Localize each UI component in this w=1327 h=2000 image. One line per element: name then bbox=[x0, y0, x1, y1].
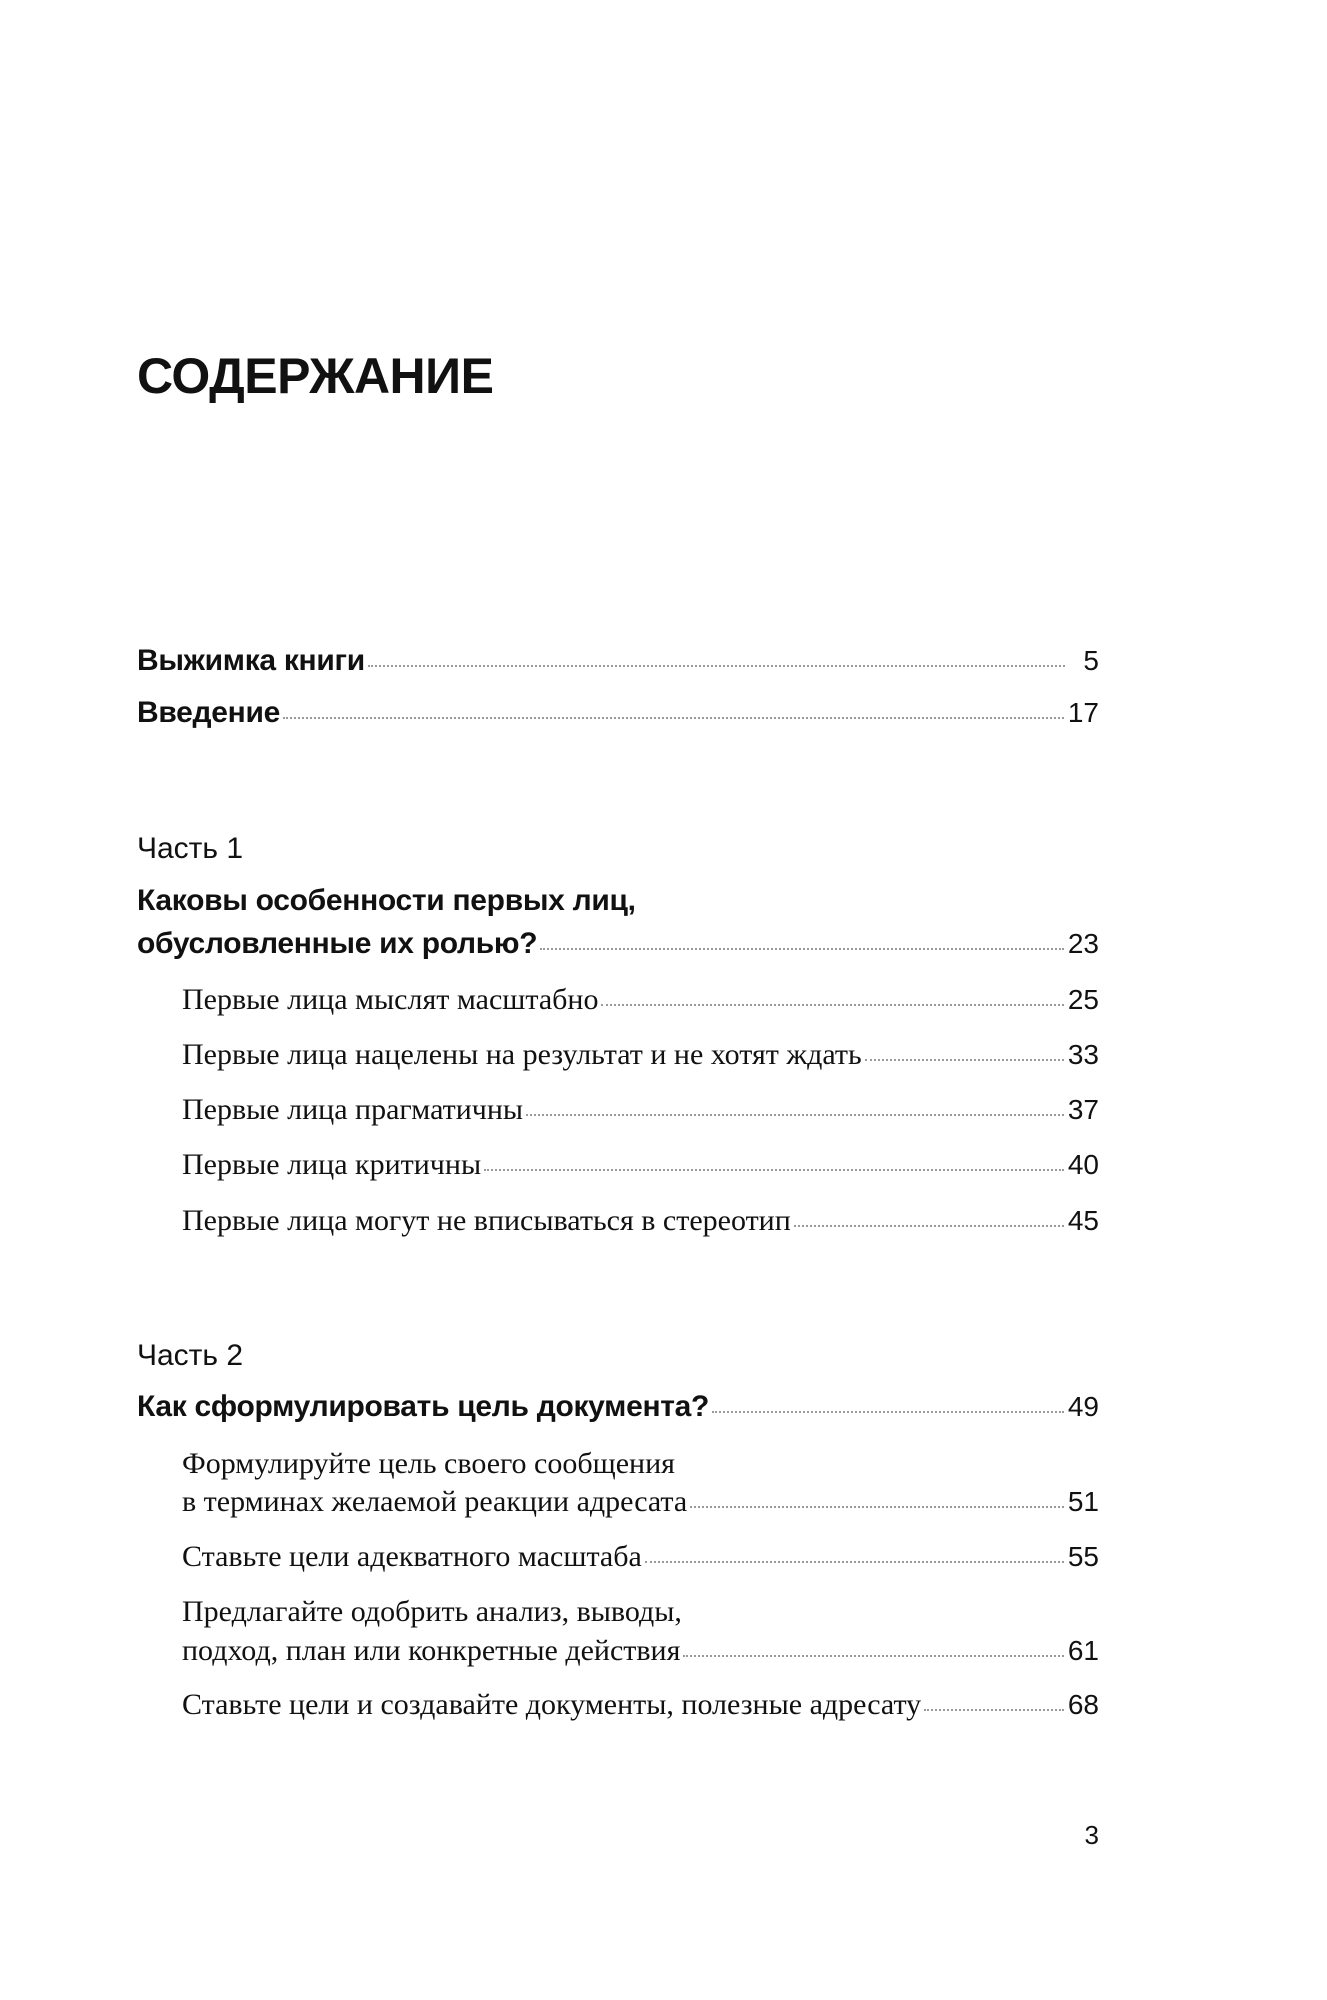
toc-entry-page: 25 bbox=[1067, 984, 1099, 1015]
toc-entry-introduction[interactable] bbox=[137, 696, 1099, 730]
toc-entry-page: 33 bbox=[1067, 1039, 1099, 1070]
toc-entry-page: 40 bbox=[1067, 1149, 1099, 1180]
toc-entry-page: 5 bbox=[1083, 645, 1099, 676]
dot-leader bbox=[683, 1655, 1063, 1657]
dot-leader bbox=[526, 1114, 1064, 1116]
toc-entry-title: обусловленные их ролью? bbox=[137, 927, 538, 960]
toc-entry-title: Первые лица прагматичны bbox=[182, 1093, 524, 1126]
toc-entry-title: Ставьте цели адекватного масштаба bbox=[182, 1540, 642, 1573]
part-1-label: Часть 1 bbox=[137, 832, 244, 865]
toc-entry-title: в терминах желаемой реакции адресата bbox=[182, 1485, 688, 1518]
dot-leader bbox=[645, 1561, 1064, 1563]
dot-leader bbox=[924, 1709, 1064, 1711]
toc-entry-title: Ставьте цели и создавайте документы, полезные адресату bbox=[182, 1688, 922, 1721]
dot-leader bbox=[601, 1004, 1063, 1006]
toc-subentry[interactable] bbox=[182, 1540, 1099, 1574]
toc-entry-page: 61 bbox=[1067, 1635, 1099, 1666]
part-2-label: Часть 2 bbox=[137, 1339, 244, 1372]
toc-entry-page: 55 bbox=[1067, 1541, 1099, 1572]
toc-entry-title: Как сформулировать цель документа? bbox=[137, 1390, 710, 1423]
toc-entry-page: 49 bbox=[1067, 1391, 1099, 1422]
toc-subentry[interactable] bbox=[182, 1204, 1099, 1238]
dot-leader bbox=[368, 665, 1065, 667]
toc-entry-page: 45 bbox=[1067, 1205, 1099, 1236]
page-number: 3 bbox=[1084, 1820, 1099, 1850]
toc-entry-part-2[interactable] bbox=[137, 1390, 1099, 1424]
toc-heading: СОДЕРЖАНИЕ bbox=[137, 348, 494, 404]
dot-leader bbox=[690, 1506, 1064, 1508]
dot-leader bbox=[484, 1169, 1064, 1171]
toc-entry-title: Первые лица критичны bbox=[182, 1148, 482, 1181]
toc-subentry[interactable] bbox=[182, 1093, 1099, 1127]
toc-entry-title: Первые лица нацелены на результат и не хотят ждать bbox=[182, 1038, 862, 1071]
toc-entry-page: 51 bbox=[1067, 1486, 1099, 1517]
toc-subentry-line-1: Предлагайте одобрить анализ, выводы, bbox=[182, 1595, 682, 1628]
dot-leader bbox=[794, 1225, 1064, 1227]
toc-entry-page: 23 bbox=[1067, 928, 1099, 959]
toc-entry-page: 68 bbox=[1067, 1689, 1099, 1720]
toc-subentry[interactable] bbox=[182, 1148, 1099, 1182]
toc-entry-page: 37 bbox=[1067, 1094, 1099, 1125]
toc-subentry-line-1: Формулируйте цель своего сообщения bbox=[182, 1447, 675, 1480]
dot-leader bbox=[540, 948, 1064, 950]
dot-leader bbox=[865, 1059, 1064, 1061]
toc-subentry[interactable] bbox=[182, 1485, 1099, 1519]
dot-leader bbox=[283, 717, 1064, 719]
toc-subentry[interactable] bbox=[182, 983, 1099, 1017]
dot-leader bbox=[712, 1411, 1064, 1413]
toc-entry-title: Выжимка книги bbox=[137, 644, 365, 677]
toc-subentry[interactable] bbox=[182, 1634, 1099, 1668]
toc-subentry[interactable] bbox=[182, 1688, 1099, 1722]
part-1-title-line-1: Каковы особенности первых лиц, bbox=[137, 884, 636, 917]
toc-entry-page: 17 bbox=[1067, 697, 1099, 728]
toc-subentry[interactable] bbox=[182, 1038, 1099, 1072]
toc-entry-title: подход, план или конкретные действия bbox=[182, 1634, 681, 1667]
toc-entry-part-1[interactable] bbox=[137, 927, 1099, 961]
toc-entry-title: Введение bbox=[137, 696, 280, 729]
toc-entry-summary[interactable] bbox=[137, 644, 1099, 678]
toc-entry-title: Первые лица могут не вписываться в стереотип bbox=[182, 1204, 791, 1237]
toc-entry-title: Первые лица мыслят масштабно bbox=[182, 983, 599, 1016]
